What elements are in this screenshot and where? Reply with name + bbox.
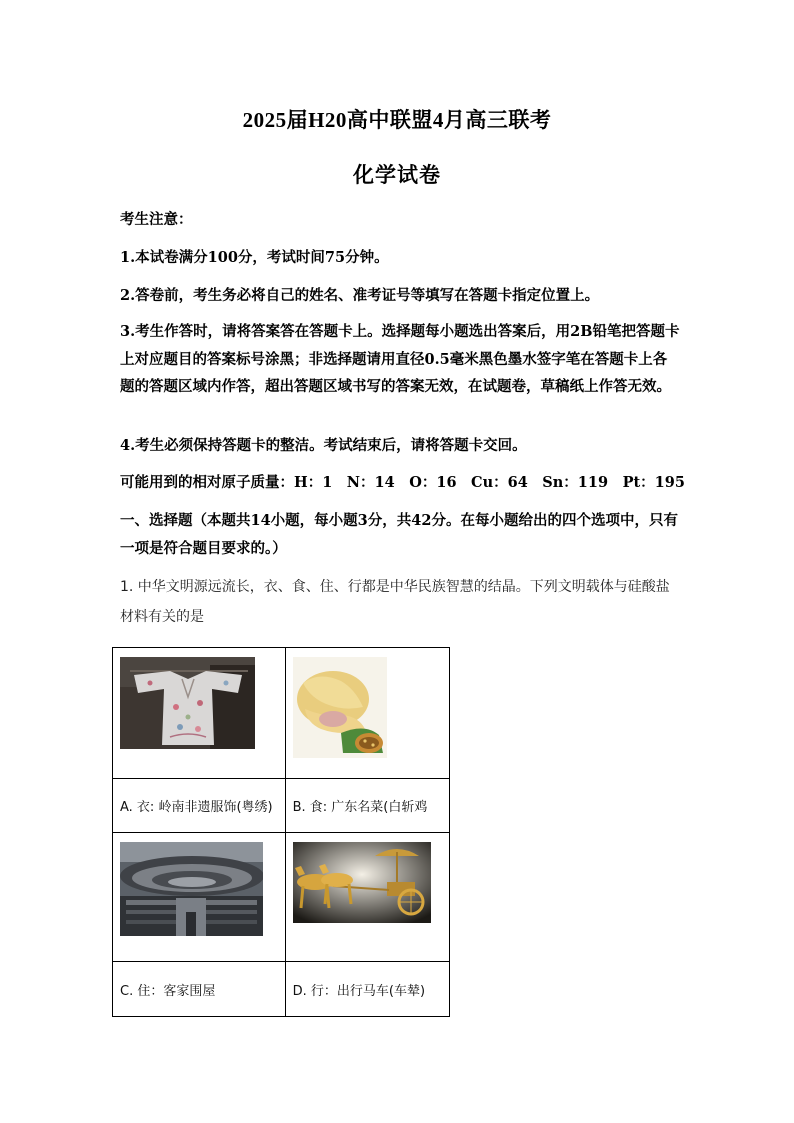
- option-c[interactable]: [113, 962, 286, 1017]
- option-c-label: C. 住：客家围屋: [120, 983, 216, 999]
- option-a[interactable]: [113, 779, 286, 833]
- option-d-label: D. 行：出行马车(车辇): [292, 983, 426, 999]
- white-cut-chicken-image: [293, 657, 387, 758]
- exam-subtitle: 化学试卷: [353, 163, 441, 187]
- option-c-image-cell[interactable]: [113, 833, 286, 962]
- section-heading: 一、选择题（本题共14小题，每小题3分，共42分。在每小题给出的四个选项中，只有一项是符合题目要求的。）: [120, 512, 678, 557]
- option-d[interactable]: [285, 962, 449, 1017]
- exam-title: 2025届H20高中联盟4月高三联考: [242, 108, 552, 132]
- option-a-image-cell[interactable]: [113, 648, 286, 779]
- atomic-masses: 可能用到的相对原子质量：H：1 N：14 O：16 Cu：64 Sn：119 Pt：195: [120, 474, 685, 491]
- notice-item-1: 1.本试卷满分100分，考试时间75分钟。: [120, 249, 389, 266]
- question-1-options-table: [112, 647, 450, 1017]
- embroidered-robe-image: [120, 657, 255, 749]
- option-b-label: B. 食: 广东名菜(白斩鸡: [292, 800, 428, 815]
- bronze-horse-carriage-image: [293, 842, 431, 923]
- option-b-image-cell[interactable]: [285, 648, 449, 779]
- option-d-image-cell[interactable]: [285, 833, 449, 962]
- notice-heading: 考生注意：: [120, 211, 193, 228]
- notice-item-2: 2.答卷前，考生务必将自己的姓名、准考证号等填写在答题卡指定位置上。: [120, 287, 600, 304]
- notice-item-4: 4.考生必须保持答题卡的整洁。考试结束后，请将答题卡交回。: [120, 437, 527, 454]
- option-a-label: A. 衣: 岭南非遗服饰(粤绣): [120, 800, 273, 815]
- question-1-stem: 1. 中华文明源远流长，衣、食、住、行都是中华民族智慧的结晶。下列文明载体与硅酸盐材料有关的是: [120, 579, 670, 625]
- notice-item-3: 3.考生作答时，请将答案答在答题卡上。选择题每小题选出答案后，用2B铅笔把答题卡上对应题目的答案标号涂黑；非选择题请用直径0.5毫米黑色墨水签字笔在答题卡上各题的答题区域内作答，超出答题区域书写的答案无效，在试题卷，草稿纸上作答无效。: [120, 323, 680, 395]
- hakka-tulou-image: [120, 842, 263, 936]
- option-b[interactable]: [285, 779, 449, 833]
